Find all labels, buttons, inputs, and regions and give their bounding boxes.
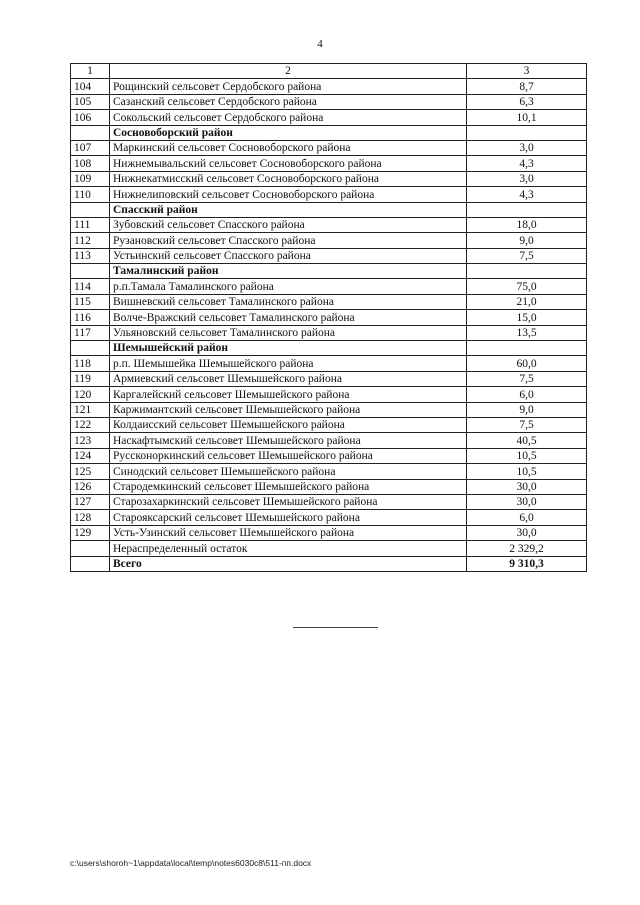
table-row [71, 525, 587, 540]
row-number-cell: 118 [71, 356, 110, 371]
row-value-cell: 75,0 [467, 279, 587, 294]
row-number-cell [71, 264, 110, 279]
row-value-cell: 40,5 [467, 433, 587, 448]
row-name-cell: Армиевский сельсовет Шемышейского района [110, 371, 467, 386]
row-number-cell: 106 [71, 110, 110, 125]
row-value-cell: 4,3 [467, 187, 587, 202]
row-number-cell [71, 556, 110, 571]
table-section-row [71, 264, 587, 279]
row-value-cell: 30,0 [467, 525, 587, 540]
row-name-cell: Старозахаркинский сельсовет Шемышейского района [110, 494, 467, 509]
row-name-cell: Рузановский сельсовет Спасского района [110, 233, 467, 248]
table-header-row [71, 64, 587, 79]
row-value-cell [467, 202, 587, 217]
allocation-table [70, 63, 587, 572]
row-name-cell: Руссконоркинский сельсовет Шемышейского района [110, 448, 467, 463]
table-row [71, 294, 587, 309]
row-value-cell: 7,5 [467, 371, 587, 386]
row-value-cell: 9,0 [467, 402, 587, 417]
row-number-cell: 125 [71, 464, 110, 479]
table-row [71, 402, 587, 417]
end-divider-line [293, 627, 378, 628]
row-name-cell: Шемышейский район [110, 341, 467, 356]
row-number-cell: 128 [71, 510, 110, 525]
row-name-cell: Волче-Вражский сельсовет Тамалинского района [110, 310, 467, 325]
row-value-cell: 15,0 [467, 310, 587, 325]
row-name-cell: Старояксарский сельсовет Шемышейского района [110, 510, 467, 525]
row-name-cell: Синодский сельсовет Шемышейского района [110, 464, 467, 479]
row-name-cell: Нераспределенный остаток [110, 541, 467, 556]
header-col-3: 3 [467, 64, 587, 79]
page-number: 4 [317, 38, 323, 50]
row-value-cell: 30,0 [467, 494, 587, 509]
row-value-cell: 10,1 [467, 110, 587, 125]
row-value-cell [467, 341, 587, 356]
row-number-cell: 109 [71, 171, 110, 186]
table-body [71, 64, 587, 572]
row-number-cell [71, 341, 110, 356]
row-value-cell: 7,5 [467, 417, 587, 432]
row-name-cell: Колдаисский сельсовет Шемышейского района [110, 417, 467, 432]
row-number-cell: 119 [71, 371, 110, 386]
row-value-cell: 8,7 [467, 79, 587, 94]
row-number-cell: 108 [71, 156, 110, 171]
header-col-1: 1 [71, 64, 110, 79]
row-number-cell: 105 [71, 94, 110, 109]
table-row [71, 387, 587, 402]
row-value-cell: 18,0 [467, 217, 587, 232]
row-name-cell: Вишневский сельсовет Тамалинского района [110, 294, 467, 309]
row-number-cell: 104 [71, 79, 110, 94]
row-name-cell: Тамалинский район [110, 264, 467, 279]
row-value-cell: 7,5 [467, 248, 587, 263]
row-name-cell: Зубовский сельсовет Спасского района [110, 217, 467, 232]
row-value-cell: 10,5 [467, 464, 587, 479]
row-number-cell: 121 [71, 402, 110, 417]
row-name-cell: Всего [110, 556, 467, 571]
row-number-cell: 124 [71, 448, 110, 463]
row-value-cell: 21,0 [467, 294, 587, 309]
row-value-cell: 4,3 [467, 156, 587, 171]
row-name-cell: Нижнелиповский сельсовет Сосновоборского района [110, 187, 467, 202]
row-number-cell: 113 [71, 248, 110, 263]
row-value-cell: 30,0 [467, 479, 587, 494]
table-row [71, 248, 587, 263]
table-row [71, 279, 587, 294]
row-name-cell: Сазанский сельсовет Сердобского района [110, 94, 467, 109]
table-row [71, 510, 587, 525]
row-name-cell: Нижнекатмисский сельсовет Сосновоборского района [110, 171, 467, 186]
row-number-cell [71, 202, 110, 217]
row-value-cell: 3,0 [467, 140, 587, 155]
row-name-cell: Наскафтымский сельсовет Шемышейского района [110, 433, 467, 448]
row-value-cell: 10,5 [467, 448, 587, 463]
row-value-cell: 6,0 [467, 510, 587, 525]
row-value-cell: 2 329,2 [467, 541, 587, 556]
row-name-cell: р.п. Шемышейка Шемышейского района [110, 356, 467, 371]
row-number-cell: 111 [71, 217, 110, 232]
row-name-cell: Стародемкинский сельсовет Шемышейского района [110, 479, 467, 494]
row-number-cell: 116 [71, 310, 110, 325]
row-value-cell: 9,0 [467, 233, 587, 248]
table-row [71, 310, 587, 325]
table-row [71, 433, 587, 448]
table-row [71, 541, 587, 556]
table-row [71, 448, 587, 463]
table-row [71, 325, 587, 340]
table-row [71, 217, 587, 232]
row-name-cell: Усть-Узинский сельсовет Шемышейского района [110, 525, 467, 540]
row-name-cell: Каржимантский сельсовет Шемышейского района [110, 402, 467, 417]
table-row [71, 464, 587, 479]
header-col-2: 2 [110, 64, 467, 79]
table-row [71, 356, 587, 371]
document-file-path: c:\users\shoroh~1\appdata\local\temp\notes6030c8\511-пп.docx [70, 858, 312, 868]
table-row [71, 94, 587, 109]
row-value-cell: 13,5 [467, 325, 587, 340]
table-row [71, 417, 587, 432]
row-number-cell: 112 [71, 233, 110, 248]
table-row [71, 110, 587, 125]
row-number-cell [71, 125, 110, 140]
row-name-cell: Каргалейский сельсовет Шемышейского района [110, 387, 467, 402]
table-row [71, 494, 587, 509]
table-row [71, 171, 587, 186]
row-name-cell: Рощинский сельсовет Сердобского района [110, 79, 467, 94]
row-value-cell: 6,0 [467, 387, 587, 402]
table-row [71, 187, 587, 202]
row-name-cell: Маркинский сельсовет Сосновоборского района [110, 140, 467, 155]
table-section-row [71, 202, 587, 217]
row-name-cell: Сосновоборский район [110, 125, 467, 140]
row-value-cell: 3,0 [467, 171, 587, 186]
row-number-cell: 114 [71, 279, 110, 294]
table-row [71, 233, 587, 248]
row-name-cell: Сокольский сельсовет Сердобского района [110, 110, 467, 125]
row-value-cell [467, 125, 587, 140]
row-number-cell: 115 [71, 294, 110, 309]
row-name-cell: р.п.Тамала Тамалинского района [110, 279, 467, 294]
row-name-cell: Спасский район [110, 202, 467, 217]
row-number-cell: 123 [71, 433, 110, 448]
row-name-cell: Нижнемывальский сельсовет Сосновоборского района [110, 156, 467, 171]
row-number-cell: 117 [71, 325, 110, 340]
row-value-cell [467, 264, 587, 279]
table-row [71, 140, 587, 155]
table-row [71, 79, 587, 94]
row-number-cell: 122 [71, 417, 110, 432]
row-number-cell: 126 [71, 479, 110, 494]
table-section-row [71, 125, 587, 140]
row-name-cell: Ульяновский сельсовет Тамалинского района [110, 325, 467, 340]
row-number-cell: 110 [71, 187, 110, 202]
row-name-cell: Устьинский сельсовет Спасского района [110, 248, 467, 263]
row-number-cell: 120 [71, 387, 110, 402]
table-section-row [71, 341, 587, 356]
row-value-cell: 60,0 [467, 356, 587, 371]
row-number-cell [71, 541, 110, 556]
table-row [71, 371, 587, 386]
table-row [71, 479, 587, 494]
row-number-cell: 107 [71, 140, 110, 155]
row-value-cell: 6,3 [467, 94, 587, 109]
table-row [71, 156, 587, 171]
row-number-cell: 127 [71, 494, 110, 509]
row-number-cell: 129 [71, 525, 110, 540]
row-value-cell: 9 310,3 [467, 556, 587, 571]
table-total-row [71, 556, 587, 571]
